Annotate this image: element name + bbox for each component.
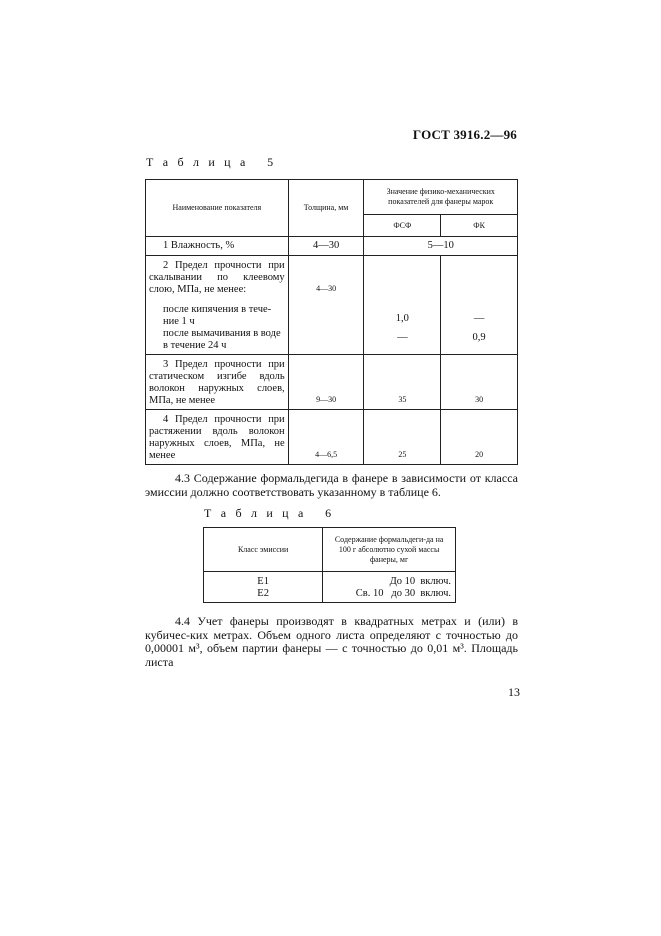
table5-row2-name: 2 Предел прочности при скалывании по клеевому слою, МПа, не менее: после кипячения в тече-ние 1 ч после вымачивания в воде в течение 24 ч [146,256,289,355]
table6-content-cell: До 10 включ. Св. 10 до 30 включ. [323,572,456,603]
table-row [204,572,456,603]
table5-header-fsf: ФСФ [364,215,441,237]
table5-row3-fsf: 35 [364,355,441,410]
table6-caption: Т а б л и ц а 6 [204,506,335,520]
table6-class-cell: Е1 Е2 [204,572,323,603]
table5-row3-thickness: 9—30 [288,355,364,410]
table5-caption: Т а б л и ц а 5 [146,155,277,169]
table6-header-class: Класс эмиссии [204,528,323,572]
table6-header-content: Содержание формальдеги-да на 100 г абсолютно сухой массы фанеры, мг [323,528,456,572]
table5-header-values: Значение физико-механических показателей для фанеры марок [364,180,518,215]
table5-row4-fsf: 25 [364,410,441,465]
table5-header-name: Наименование показателя [146,180,289,237]
table6 [203,527,456,603]
table5-row2-fk: — 0,9 [441,256,518,355]
table5-row1-thickness: 4—30 [288,237,364,256]
table5-row4-name: 4 Предел прочности при растяжении вдоль волокон наружных слоев, МПа, не менее [146,410,289,465]
table-row [146,237,518,256]
table5-row3-fk: 30 [441,355,518,410]
table5-row4-thickness: 4—6,5 [288,410,364,465]
paragraph-4-3: 4.3 Содержание формальдегида в фанере в зависимости от класса эмиссии должно соответствовать указанному в таблице 6. [145,471,518,499]
table5-row3-name: 3 Предел прочности при статическом изгибе вдоль волокон наружных слоев, МПа, не менее [146,355,289,410]
table5-header-fk: ФК [441,215,518,237]
table5-row4-fk: 20 [441,410,518,465]
table5-row1-value: 5—10 [364,237,518,256]
document-header: ГОСТ 3916.2—96 [412,127,517,142]
table5-header-thickness: Толщина, мм [288,180,364,237]
table-row [146,256,518,355]
table5-row2-fsf: 1,0 — [364,256,441,355]
table-row [146,410,518,465]
table5 [145,179,518,465]
table5-row1-name: 1 Влажность, % [146,237,289,256]
page-number: 13 [508,685,520,699]
paragraph-4-4: 4.4 Учет фанеры производят в квадратных метрах и (или) в кубичес-ких метрах. Объем одного листа определяют с точностью до 0,00001 м³, объем партии фанеры — с точностью до 0,01 м³. Площадь листа [145,614,518,669]
table-row [146,355,518,410]
table5-row2-thickness: 4—30 [288,256,364,355]
